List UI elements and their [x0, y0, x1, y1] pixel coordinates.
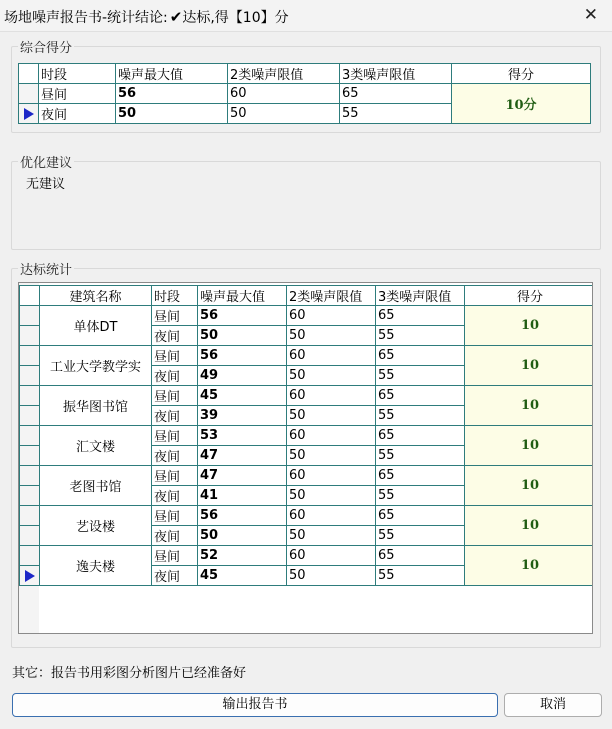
row-indicator-header: [19, 64, 39, 84]
close-icon[interactable]: ✕: [583, 5, 598, 25]
period-cell[interactable]: 昼间: [152, 506, 198, 526]
noise-max-cell[interactable]: 47: [198, 446, 287, 466]
noise-max-cell[interactable]: 56: [198, 346, 287, 366]
limit-class3-cell[interactable]: 65: [376, 386, 465, 406]
current-row-arrow-icon: [24, 108, 34, 120]
table-header-row: [19, 64, 591, 84]
limit-class2-cell[interactable]: 50: [228, 104, 340, 124]
period-cell[interactable]: 夜间: [152, 566, 198, 586]
limit-class2-cell[interactable]: 60: [287, 506, 376, 526]
limit-class3-cell[interactable]: 65: [376, 506, 465, 526]
limit-class2-cell[interactable]: 50: [287, 526, 376, 546]
limit-class3-cell[interactable]: 55: [340, 104, 452, 124]
limit-class3-cell[interactable]: 55: [376, 486, 465, 506]
overall-score-table: [18, 63, 591, 124]
noise-max-cell[interactable]: 39: [198, 406, 287, 426]
overall-score-legend: 综合得分: [20, 41, 73, 56]
noise-max-cell[interactable]: 56: [116, 84, 228, 104]
table-row[interactable]: [20, 306, 594, 326]
column-header: 噪声最大值: [116, 64, 228, 84]
column-header: 得分: [452, 64, 591, 84]
limit-class2-cell[interactable]: 50: [287, 406, 376, 426]
period-cell[interactable]: 昼间: [152, 306, 198, 326]
row-indicator[interactable]: [20, 406, 40, 426]
period-cell[interactable]: 昼间: [152, 426, 198, 446]
row-indicator[interactable]: [20, 566, 40, 586]
period-cell[interactable]: 夜间: [152, 326, 198, 346]
suggestion-group: [11, 152, 601, 250]
limit-class2-cell[interactable]: 60: [287, 426, 376, 446]
building-name-cell[interactable]: 艺设楼: [40, 506, 152, 546]
row-indicator[interactable]: [20, 366, 40, 386]
suggestion-text: 无建议: [26, 177, 66, 192]
table-header-row: [20, 286, 594, 306]
column-header: 2类噪声限值: [228, 64, 340, 84]
noise-max-cell[interactable]: 50: [198, 526, 287, 546]
noise-max-cell[interactable]: 45: [198, 566, 287, 586]
cancel-button[interactable]: 取消: [504, 693, 602, 717]
limit-class2-cell[interactable]: 50: [287, 446, 376, 466]
building-name-cell[interactable]: 逸夫楼: [40, 546, 152, 586]
row-indicator[interactable]: [19, 84, 39, 104]
limit-class3-cell[interactable]: 55: [376, 526, 465, 546]
overall-score-cell[interactable]: 10分: [452, 84, 591, 124]
row-indicator[interactable]: [20, 486, 40, 506]
limit-class3-cell[interactable]: 55: [376, 446, 465, 466]
column-header: 得分: [465, 286, 594, 306]
noise-max-cell[interactable]: 52: [198, 546, 287, 566]
limit-class2-cell[interactable]: 60: [287, 386, 376, 406]
row-indicator[interactable]: [20, 426, 40, 446]
limit-class3-cell[interactable]: 55: [376, 366, 465, 386]
column-header: 3类噪声限值: [340, 64, 452, 84]
checkmark-icon: ✔: [169, 8, 183, 26]
noise-max-cell[interactable]: 49: [198, 366, 287, 386]
score-cell[interactable]: 10: [465, 506, 594, 546]
period-cell[interactable]: 夜间: [152, 366, 198, 386]
limit-class3-cell[interactable]: 65: [376, 466, 465, 486]
noise-max-cell[interactable]: 50: [198, 326, 287, 346]
table-row[interactable]: [19, 84, 591, 104]
limit-class2-cell[interactable]: 60: [228, 84, 340, 104]
period-cell[interactable]: 昼间: [152, 466, 198, 486]
column-header: 时段: [39, 64, 116, 84]
score-cell[interactable]: 10: [465, 306, 594, 346]
noise-max-cell[interactable]: 56: [198, 506, 287, 526]
row-indicator[interactable]: [20, 306, 40, 326]
limit-class3-cell[interactable]: 55: [376, 326, 465, 346]
limit-class2-cell[interactable]: 50: [287, 566, 376, 586]
title-suffix: 达标,得【10】分: [182, 10, 289, 26]
stats-legend: 达标统计: [20, 263, 73, 278]
title-prefix: 场地噪声报告书-统计结论:: [4, 10, 168, 26]
column-header: 时段: [152, 286, 198, 306]
limit-class3-cell[interactable]: 65: [340, 84, 452, 104]
row-indicator[interactable]: [20, 346, 40, 366]
row-indicator[interactable]: [20, 506, 40, 526]
limit-class3-cell[interactable]: 55: [376, 566, 465, 586]
score-cell[interactable]: 10: [465, 346, 594, 386]
limit-class3-cell[interactable]: 55: [376, 406, 465, 426]
stats-table: [19, 285, 593, 586]
limit-class2-cell[interactable]: 50: [287, 326, 376, 346]
period-cell[interactable]: 夜间: [152, 526, 198, 546]
stats-grid[interactable]: [18, 282, 593, 634]
row-indicator[interactable]: [19, 104, 39, 124]
limit-class2-cell[interactable]: 60: [287, 466, 376, 486]
table-row[interactable]: [20, 386, 594, 406]
title-bar: [0, 0, 612, 32]
building-name-cell[interactable]: 汇文楼: [40, 426, 152, 466]
limit-class3-cell[interactable]: 65: [376, 346, 465, 366]
table-row[interactable]: [20, 346, 594, 366]
limit-class2-cell[interactable]: 60: [287, 546, 376, 566]
score-cell[interactable]: 10: [465, 546, 594, 586]
noise-max-cell[interactable]: 50: [116, 104, 228, 124]
building-name-cell[interactable]: 单体DT: [40, 306, 152, 346]
row-indicator-header: [20, 286, 40, 306]
period-cell[interactable]: 昼间: [39, 84, 116, 104]
noise-max-cell[interactable]: 53: [198, 426, 287, 446]
noise-max-cell[interactable]: 41: [198, 486, 287, 506]
period-cell[interactable]: 夜间: [152, 486, 198, 506]
limit-class2-cell[interactable]: 60: [287, 306, 376, 326]
suggestion-legend: 优化建议: [20, 156, 73, 171]
column-header: 建筑名称: [40, 286, 152, 306]
period-cell[interactable]: 昼间: [152, 386, 198, 406]
period-cell[interactable]: 夜间: [152, 406, 198, 426]
table-row[interactable]: [20, 466, 594, 486]
export-report-button[interactable]: 输出报告书: [12, 693, 498, 717]
building-name-cell[interactable]: 振华图书馆: [40, 386, 152, 426]
score-cell[interactable]: 10: [465, 386, 594, 426]
row-indicator[interactable]: [20, 466, 40, 486]
limit-class3-cell[interactable]: 65: [376, 426, 465, 446]
period-cell[interactable]: 昼间: [152, 346, 198, 366]
building-name-cell[interactable]: 老图书馆: [40, 466, 152, 506]
limit-class2-cell[interactable]: 50: [287, 486, 376, 506]
current-row-arrow-icon: [25, 570, 35, 582]
period-cell[interactable]: 夜间: [39, 104, 116, 124]
other-info-text: 其它：报告书用彩图分析图片已经准备好: [12, 666, 247, 681]
table-row[interactable]: [20, 426, 594, 446]
row-indicator[interactable]: [20, 526, 40, 546]
window-title: [4, 7, 289, 27]
row-indicator[interactable]: [20, 446, 40, 466]
score-cell[interactable]: 10: [465, 426, 594, 466]
building-name-cell[interactable]: 工业大学教学实: [40, 346, 152, 386]
row-indicator[interactable]: [20, 386, 40, 406]
score-cell[interactable]: 10: [465, 466, 594, 506]
row-indicator[interactable]: [20, 546, 40, 566]
noise-max-cell[interactable]: 45: [198, 386, 287, 406]
table-row[interactable]: [20, 546, 594, 566]
limit-class2-cell[interactable]: 50: [287, 366, 376, 386]
period-cell[interactable]: 昼间: [152, 546, 198, 566]
limit-class3-cell[interactable]: 65: [376, 546, 465, 566]
noise-max-cell[interactable]: 47: [198, 466, 287, 486]
noise-max-cell[interactable]: 56: [198, 306, 287, 326]
column-header: 3类噪声限值: [376, 286, 465, 306]
table-row[interactable]: [20, 506, 594, 526]
row-indicator[interactable]: [20, 326, 40, 346]
limit-class3-cell[interactable]: 65: [376, 306, 465, 326]
limit-class2-cell[interactable]: 60: [287, 346, 376, 366]
period-cell[interactable]: 夜间: [152, 446, 198, 466]
column-header: 噪声最大值: [198, 286, 287, 306]
column-header: 2类噪声限值: [287, 286, 376, 306]
